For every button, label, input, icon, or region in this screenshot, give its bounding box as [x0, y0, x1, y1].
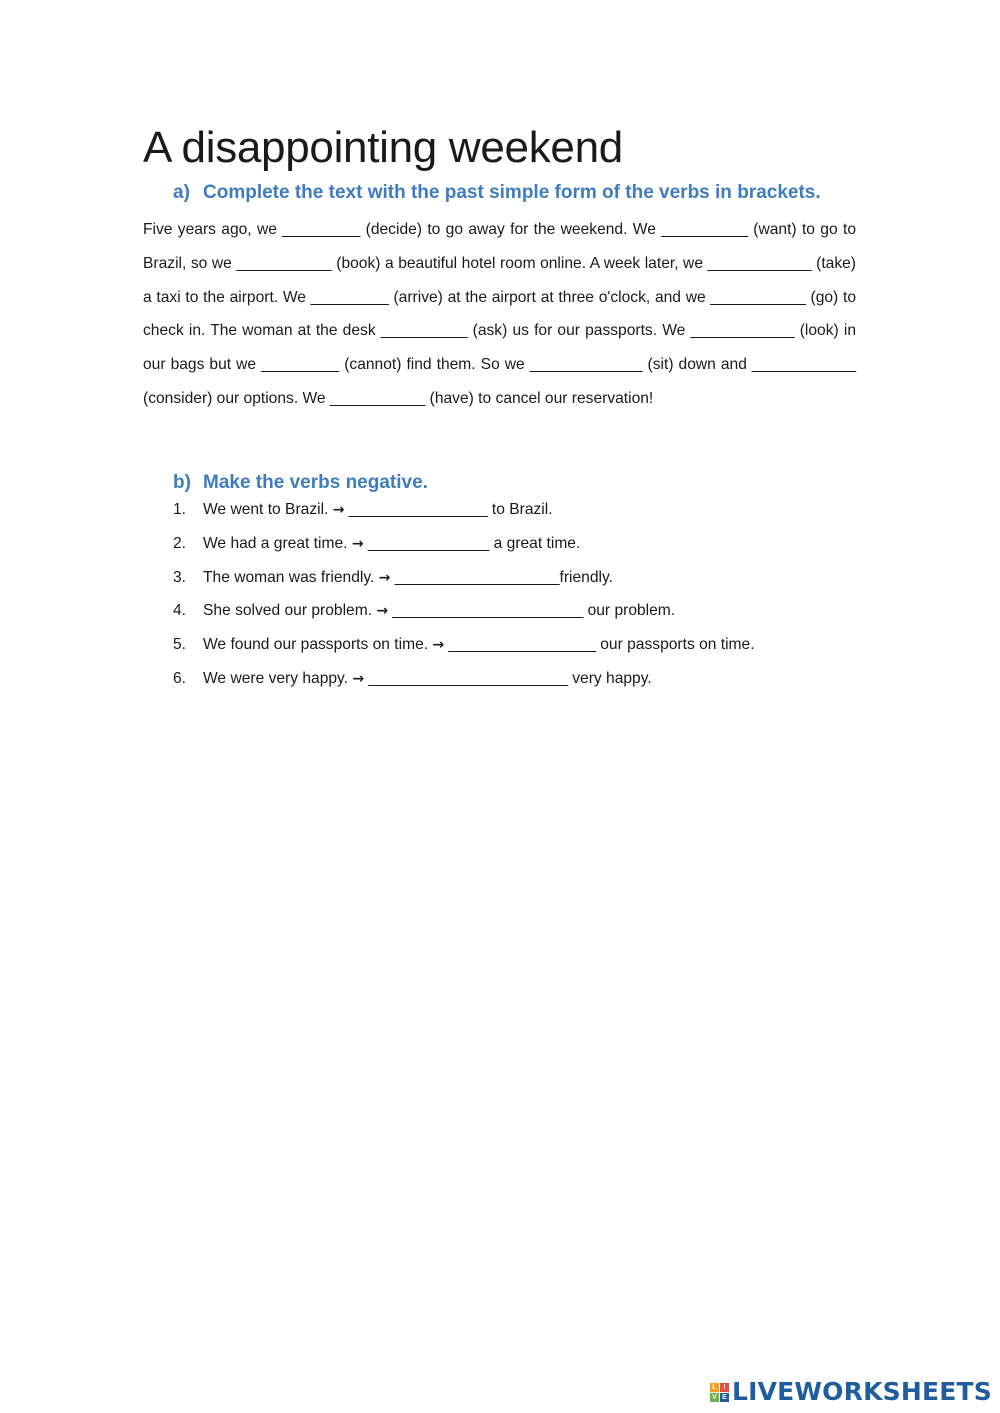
- item-sentence: We had a great time.: [203, 534, 348, 552]
- item-sentence: She solved our problem.: [203, 602, 373, 620]
- arrow-right-icon: →: [376, 603, 389, 620]
- section-b-heading: [173, 471, 428, 495]
- arrow-right-icon: →: [332, 502, 345, 518]
- item-sentence: We went to Brazil.: [203, 501, 329, 518]
- logo-square: L: [710, 1383, 719, 1392]
- list-item: [173, 564, 755, 598]
- item-sentence: The woman was friendly.: [203, 568, 375, 586]
- negative-sentences-list: [173, 496, 755, 699]
- arrow-right-icon: →: [352, 670, 365, 687]
- page-title: A disappointing weekend: [143, 123, 623, 172]
- section-a-heading: [173, 181, 821, 205]
- item-answer-line: ___________________friendly.: [394, 568, 613, 586]
- item-number: 5.: [173, 636, 187, 654]
- logo-square: I: [720, 1383, 729, 1392]
- section-b-marker: b): [173, 472, 191, 493]
- item-sentence: We found our passports on time.: [203, 636, 429, 654]
- section-b-heading-text: Make the verbs negative.: [203, 472, 428, 493]
- item-number: 4.: [173, 602, 187, 620]
- logo-mark-icon: [710, 1383, 729, 1402]
- logo-square: V: [710, 1393, 719, 1402]
- arrow-right-icon: →: [351, 535, 364, 552]
- section-a-heading-text: Complete the text with the past simple form of the verbs in brackets.: [203, 182, 821, 203]
- arrow-right-icon: →: [432, 637, 445, 654]
- item-sentence: We were very happy.: [203, 669, 349, 687]
- item-answer-line: _________________ our passports on time.: [448, 636, 755, 654]
- item-answer-line: ______________ a great time.: [367, 534, 581, 552]
- item-number: 6.: [173, 669, 187, 687]
- item-answer-line: ______________________ our problem.: [392, 602, 676, 620]
- section-a-marker: a): [173, 182, 190, 203]
- list-item: [173, 530, 755, 564]
- item-number: 3.: [173, 568, 187, 586]
- item-number: 2.: [173, 534, 187, 552]
- logo-square: E: [720, 1393, 729, 1402]
- liveworksheets-logo: [710, 1377, 992, 1407]
- list-item: [173, 597, 755, 631]
- logo-text: LIVEWORKSHEETS: [731, 1377, 992, 1406]
- item-answer-line: _______________________ very happy.: [368, 669, 652, 687]
- item-number: 1.: [173, 501, 187, 518]
- list-item: [173, 665, 755, 699]
- list-item: [173, 631, 755, 665]
- item-answer-line: ________________ to Brazil.: [348, 501, 553, 518]
- section-a-paragraph: Five years ago, we _________ (decide) to go away for the weekend. We __________ (want) to go to Brazil, so we ___________ (book) a beautiful hotel room online. A week later, we ____________ (take) a taxi to the airport. We _________ (arrive) at the airport at three o'clock, and we ___________ (go) to check in. The woman at the desk __________ (ask) us for our passports. We ____________ (look) in our bags but we _________ (cannot) find them. So we _____________ (sit) down and ____________ (consider) our options. We ___________ (have) to cancel our reservation!: [143, 221, 856, 407]
- arrow-right-icon: →: [378, 569, 391, 586]
- list-item: [173, 496, 755, 530]
